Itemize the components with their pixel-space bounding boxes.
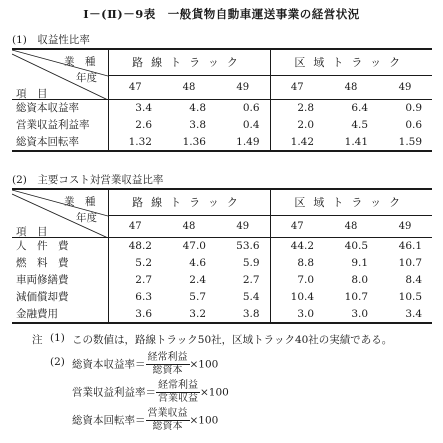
value-cell: 2.4 — [189, 273, 206, 286]
year-cell: 48 — [324, 215, 378, 237]
value-cell: 48.2 — [128, 239, 152, 252]
value-cell: 5.9 — [216, 254, 270, 271]
value-cell: 1.42 — [290, 135, 315, 148]
value-cell: 8.8 — [297, 256, 315, 269]
table-row — [12, 116, 432, 133]
value-cell: 3.4 — [135, 101, 152, 114]
group-header-route-truck: 路線トラック — [108, 189, 270, 215]
formula-rhs: ×100 — [189, 358, 219, 371]
value-cell: 2.8 — [297, 101, 315, 114]
note1-text: この数値は，路線トラック50社，区域トラック40社の実績である。 — [72, 334, 393, 346]
value-cell: 1.59 — [398, 135, 423, 148]
value-cell: 10.5 — [398, 290, 423, 303]
table-row — [12, 133, 432, 151]
formula-rhs: ×100 — [189, 414, 219, 427]
value-cell: 44.2 — [290, 239, 315, 252]
table-row — [12, 288, 432, 305]
section2-heading: (2) 主要コスト対営業収益比率 — [12, 174, 164, 186]
formula-lhs: 総資本回転率＝ — [72, 414, 146, 427]
value-cell: 1.36 — [182, 135, 206, 148]
value-cell: 53.6 — [216, 237, 270, 254]
year-cell: 47 — [108, 215, 162, 237]
row-label: 総資本回転率 — [12, 133, 108, 151]
year-cell: 47 — [270, 75, 324, 99]
value-cell: 0.6 — [405, 118, 423, 131]
value-cell: 0.4 — [216, 116, 270, 133]
value-cell: 8.0 — [351, 273, 369, 286]
cost-ratio-table — [12, 188, 432, 324]
note2-mark: (2) — [50, 356, 65, 368]
table-header-corner — [12, 189, 108, 237]
value-cell: 5.2 — [135, 256, 152, 269]
formula-row — [72, 408, 218, 433]
formula-denominator: 総資本 — [152, 421, 183, 432]
formula-fraction — [146, 408, 190, 433]
value-cell: 2.7 — [135, 273, 152, 286]
value-cell: 2.7 — [216, 271, 270, 288]
value-cell: 1.41 — [344, 135, 369, 148]
formula-denominator: 営業収益 — [158, 393, 198, 404]
value-cell: 5.7 — [189, 290, 206, 303]
value-cell: 4.6 — [189, 256, 206, 269]
formula-numerator: 経常利益 — [158, 380, 198, 391]
year-cell: 48 — [324, 75, 378, 99]
value-cell: 6.4 — [351, 101, 369, 114]
row-label: 減価償却費 — [12, 288, 108, 305]
section1-heading: (1) 収益性比率 — [12, 34, 90, 46]
year-cell: 48 — [162, 215, 216, 237]
year-cell: 47 — [270, 215, 324, 237]
year-cell: 49 — [378, 215, 432, 237]
table-row — [12, 237, 432, 254]
value-cell: 3.8 — [216, 305, 270, 323]
value-cell: 3.4 — [405, 307, 423, 320]
formula-lhs: 総資本収益率＝ — [72, 358, 146, 371]
value-cell: 1.49 — [216, 133, 270, 151]
value-cell: 4.5 — [351, 118, 369, 131]
value-cell: 40.5 — [344, 239, 369, 252]
table-row — [12, 271, 432, 288]
page-title: Ⅰ－(Ⅱ)－9表 一般貨物自動車運送事業の経営状況 — [83, 7, 360, 21]
value-cell: 7.0 — [297, 273, 315, 286]
table-row — [12, 305, 432, 323]
group-header-area-truck: 区域トラック — [270, 49, 432, 75]
value-cell: 47.0 — [182, 239, 206, 252]
header-year-label: 年度 — [76, 212, 97, 224]
row-label: 総資本収益率 — [12, 99, 108, 116]
formula-row — [72, 380, 229, 405]
formula-rhs: ×100 — [200, 386, 229, 399]
table-row — [12, 254, 432, 271]
table-row — [12, 99, 432, 116]
header-industry-label: 業 種 — [64, 56, 96, 68]
formula-numerator: 経常利益 — [147, 352, 188, 363]
formula-fraction — [156, 380, 200, 405]
header-item-label: 項 目 — [16, 226, 48, 238]
value-cell: 0.9 — [405, 101, 423, 114]
formula-row — [72, 352, 218, 377]
group-header-route-truck: 路線トラック — [108, 49, 270, 75]
value-cell: 4.8 — [189, 101, 206, 114]
year-cell: 47 — [108, 75, 162, 99]
year-cell: 49 — [216, 215, 270, 237]
table-header-corner — [12, 49, 108, 99]
row-label: 人 件 費 — [12, 237, 108, 254]
row-label: 営業収益利益率 — [12, 116, 108, 133]
value-cell: 2.0 — [297, 118, 315, 131]
value-cell: 10.4 — [290, 290, 315, 303]
value-cell: 46.1 — [398, 239, 423, 252]
profitability-table — [12, 48, 432, 152]
header-item-label: 項 目 — [16, 88, 48, 100]
year-cell: 49 — [216, 75, 270, 99]
formula-numerator: 営業収益 — [147, 408, 188, 419]
formula-fraction — [146, 352, 190, 377]
value-cell: 6.3 — [135, 290, 152, 303]
note-label: 注 — [32, 334, 43, 346]
value-cell: 0.6 — [216, 99, 270, 116]
formula-lhs: 営業収益利益率＝ — [72, 386, 156, 399]
value-cell: 3.0 — [297, 307, 315, 320]
value-cell: 3.0 — [351, 307, 369, 320]
value-cell: 2.6 — [135, 118, 152, 131]
year-cell: 48 — [162, 75, 216, 99]
value-cell: 5.4 — [216, 288, 270, 305]
value-cell: 1.32 — [128, 135, 152, 148]
row-label: 車両修繕費 — [12, 271, 108, 288]
value-cell: 3.2 — [189, 307, 206, 320]
value-cell: 10.7 — [344, 290, 369, 303]
year-cell: 49 — [378, 75, 432, 99]
row-label: 金融費用 — [12, 305, 108, 323]
value-cell: 10.7 — [398, 256, 423, 269]
value-cell: 9.1 — [351, 256, 369, 269]
value-cell: 3.6 — [135, 307, 152, 320]
value-cell: 8.4 — [405, 273, 423, 286]
formula-denominator: 総資本 — [152, 365, 183, 376]
group-header-area-truck: 区域トラック — [270, 189, 432, 215]
header-year-label: 年度 — [76, 72, 97, 84]
value-cell: 3.8 — [189, 118, 206, 131]
header-industry-label: 業 種 — [64, 196, 96, 208]
row-label: 燃 料 費 — [12, 254, 108, 271]
note1-mark: (1) — [50, 332, 65, 344]
